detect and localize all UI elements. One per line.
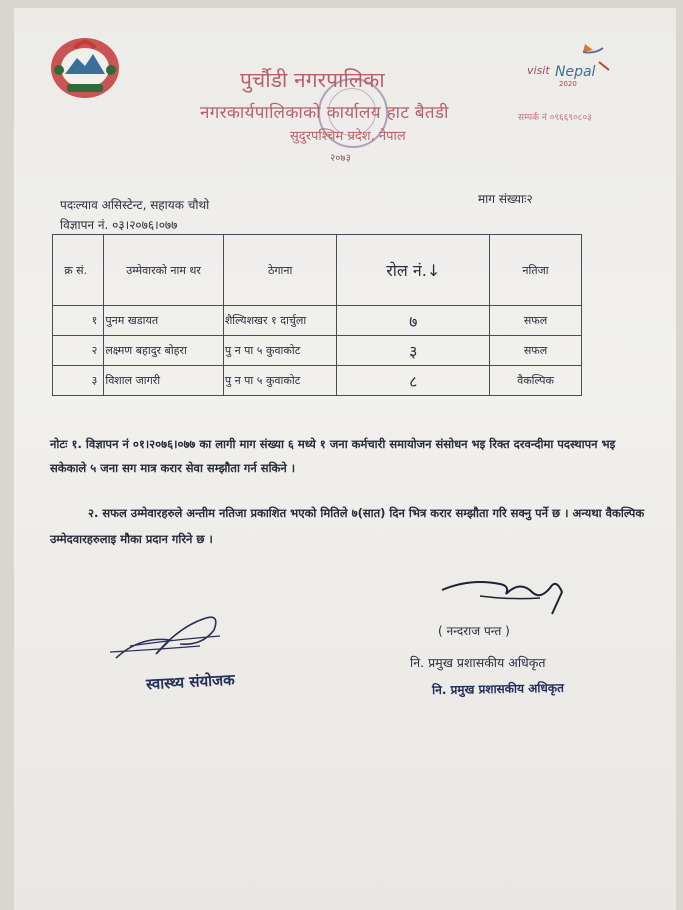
header-name: उम्मेवारको नाम थर — [104, 235, 223, 306]
row-result: सफल — [490, 336, 582, 366]
municipality-name: पुर्चौडी नगरपालिका — [240, 68, 385, 92]
row-address: पु न पा ५ कुवाकोट — [223, 366, 337, 396]
row-name: लक्ष्मण बहादुर बोहरा — [104, 336, 223, 366]
header-roll: रोल नं.↓ — [337, 235, 490, 306]
row-address: पु न पा ५ कुवाकोट — [223, 336, 337, 366]
results-table — [52, 234, 582, 396]
note-two: २. सफल उम्मेवारहरुले अन्तीम नतिजा प्रकाशित भएको मितिले ७(सात) दिन भित्र करार सम्झौता गरि सक्नु पर्ने छ । अन्यथा वैकल्पिक उम्मेदवारहरुलाइ मौका प्रदान गरिने छ । — [50, 506, 645, 546]
officer-signature — [440, 570, 570, 620]
row-name: पुनम खडायत — [104, 306, 223, 336]
contact-number: सम्पर्क नं ०९६६९०८०३ — [518, 113, 592, 123]
post-title: पदःल्याव असिस्टेन्ट, सहायक चौथो — [60, 198, 210, 212]
table-header-row — [53, 235, 582, 306]
row-name: विशाल जागरी — [104, 366, 223, 396]
svg-text:Nepal: Nepal — [555, 64, 596, 80]
demand-count: माग संख्याः२ — [478, 192, 533, 206]
health-coordinator-label: स्वास्थ्य संयोजक — [145, 670, 236, 694]
header-serial: क्र सं. — [53, 235, 104, 306]
table-row — [53, 306, 582, 336]
row-roll: ८ — [337, 366, 490, 396]
note-one: नोटः १. विज्ञापन नं ०१।२०७६।०७७ का लागी माग संख्या ६ मध्ये १ जना कर्मचारी समायोजन संसोधन भइ रिक्त दरवन्दीमा पदस्थापन भइ सकेकाले ५ जना सग मात्र करार सेवा सम्झौता गर्न सकिने । — [50, 437, 616, 475]
province-line: सुदुरपश्चिम प्रदेश, नेपाल — [290, 129, 406, 144]
row-serial: ३ — [53, 366, 104, 396]
svg-text:2020: 2020 — [559, 80, 577, 88]
row-result: सफल — [490, 306, 582, 336]
row-serial: २ — [53, 336, 104, 366]
table-row — [53, 366, 582, 396]
row-serial: १ — [53, 306, 104, 336]
signatory-stamp-text: नि. प्रमुख प्रशासकीय अधिकृत — [431, 680, 565, 698]
row-roll: ७ — [337, 306, 490, 336]
svg-text:visit: visit — [527, 64, 550, 77]
row-roll: ३ — [337, 336, 490, 366]
visit-nepal-logo-icon — [525, 40, 615, 90]
coordinator-signature — [110, 606, 230, 666]
advertisement-number: विज्ञापन नं. ०३।२०७६।०७७ — [60, 218, 178, 232]
nepal-emblem-icon — [45, 30, 125, 102]
header-address: ठेगाना — [223, 235, 337, 306]
header-result: नतिजा — [490, 235, 582, 306]
established-year: २०७३ — [330, 153, 351, 164]
office-name: नगरकार्यपालिकाको कार्यालय हाट बैतडी — [200, 103, 449, 123]
row-result: वैकल्पिक — [490, 366, 582, 396]
signatory-name: ( नन्दराज पन्त ) — [438, 624, 510, 638]
table-row — [53, 336, 582, 366]
signatory-title: नि. प्रमुख प्रशासकीय अधिकृत — [410, 655, 546, 670]
row-address: शैल्यिशखर १ दार्चुला — [223, 306, 337, 336]
